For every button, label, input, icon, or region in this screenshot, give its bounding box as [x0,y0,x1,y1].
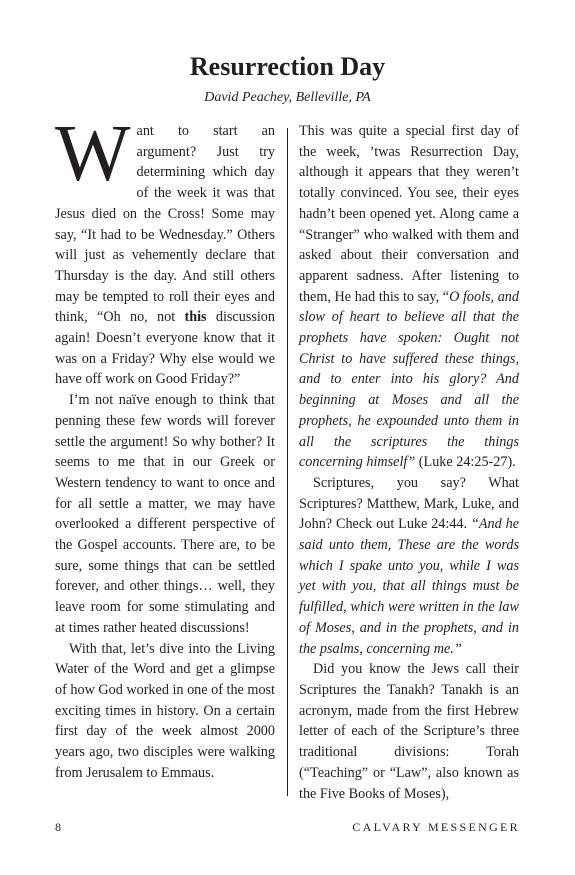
scriptures-text: Scriptures, you say? What Scriptures? Matthew, Mark, Luke, and John? Check out Luke 24:44. [299,474,519,533]
article-title: Resurrection Day [189,52,386,81]
intro-text: ant to start an argument? Just try determining which day of the week it was that Jesus died on the Cross! Some may say, “It had to be Wednesday.” Others will just as vehemently declare that Thursday is the day. And still others may be tempted to roll their eyes and think, “Oh no, not [55,123,275,326]
paragraph-naive: I’m not naïve enough to think that penning these few words will forever settle the argument! So why bother? It seems to me that in our Greek or Western tendency to want to once and for all settle a matter, we may have overlooked a different perspective of the Gospel accounts. There are, to be sure, some things that can be settled forever, and other things… well, they leave room for some stimulating and at times rather heated discussions! [55,392,275,636]
emphasis-this: this [184,309,207,326]
page-number: 8 [55,820,61,834]
column-divider [287,128,288,796]
left-column [55,110,275,784]
paragraph-resurrection [299,121,519,473]
magazine-name: CALVARY MESSENGER [352,820,520,834]
author-byline: David Peachey, Belleville, PA [204,90,371,105]
drop-cap: W [55,110,131,198]
intro-text-end: discussion again! Doesn’t everyone know that it was on a Friday? Why else would we have off work on Good Friday?” [55,309,275,388]
paragraph-dive: With that, let’s dive into the Living Water of the Word and get a glimpse of how God worked in one of the most exciting times in history. On a certain first day of the week almost 2000 years ago, two disciples were walking from Jerusalem to Emmaus. [55,640,275,781]
paragraph-intro [55,110,275,390]
scripture-reference: (Luke 24:25-27). [415,454,516,471]
resurrection-text: This was quite a special first day of the week, ’twas Resurrection Day, although it appears that they weren’t totally convinced. You see, their eyes hadn’t been opened yet. Along came a “Stranger” who walked with them and asked about their conversation and apparent sadness. After listening to them, He had this to say, “ [299,123,519,305]
scripture-quote-luke-24-44: “And he said unto them, These are the words which I spake unto you, while I was yet with you, that all things must be fulfilled, which were written in the law of Moses, and in the prophets, and in the psalms, concerning me.” [299,516,519,657]
right-column [299,121,519,804]
paragraph-tanakh: Did you know the Jews call their Scriptures the Tanakh? Tanakh is an acronym, made from the first Hebrew letter of each of the Scripture’s three traditional divisions: Torah (“Teaching” or “Law”, also known as the Five Books of Moses), [299,661,519,802]
scripture-quote-luke-24-25: O fools, and slow of heart to believe all that the prophets have spoken: Ought not Christ to have suffered these things, and to enter into his glory? And beginning at Moses and all the prophets, he expounded unto them in all the scriptures the things concerning himself” [299,288,519,471]
paragraph-scriptures [299,473,519,659]
